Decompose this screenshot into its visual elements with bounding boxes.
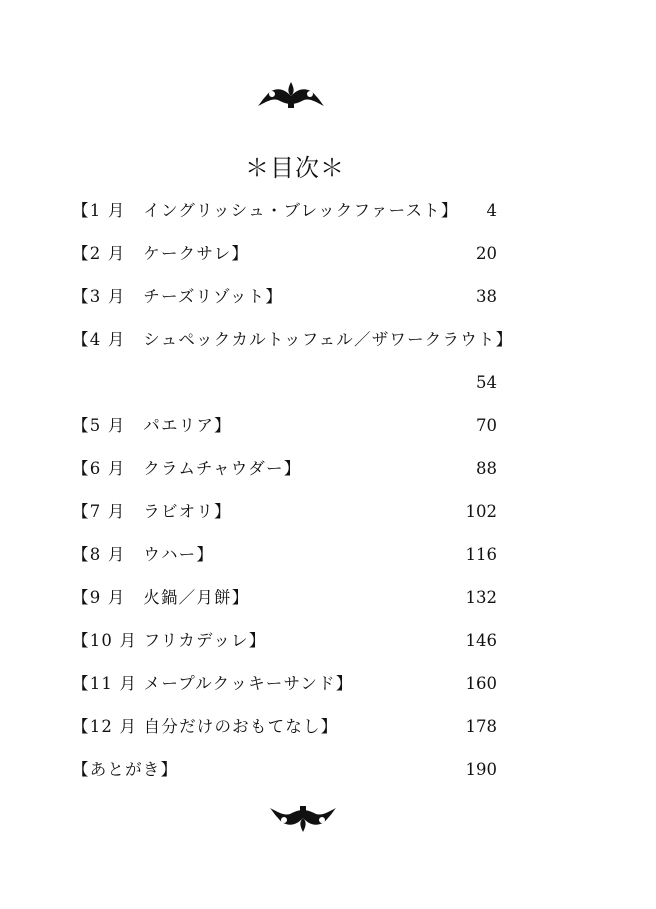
toc-entry-title: 【4 月 シュペックカルトッフェル／ザワークラウト】 bbox=[72, 330, 514, 349]
toc-entry bbox=[72, 242, 497, 266]
toc-entry-page: 102 bbox=[465, 502, 497, 521]
toc-entry-page: 88 bbox=[476, 459, 497, 478]
toc-entry-page: 20 bbox=[476, 244, 497, 263]
toc-entry-title: 【8 月 ウハー】 bbox=[72, 545, 215, 564]
toc-entry bbox=[72, 371, 497, 395]
toc-entry-page: 54 bbox=[476, 373, 497, 392]
toc-entry bbox=[72, 586, 497, 610]
toc-entry bbox=[72, 715, 497, 739]
toc-entry-page: 4 bbox=[486, 201, 497, 220]
toc-entry-page: 178 bbox=[465, 717, 497, 736]
ornament-bottom-icon bbox=[270, 804, 336, 834]
toc-entry-page: 132 bbox=[465, 588, 497, 607]
toc-entry-title: 【2 月 ケークサレ】 bbox=[72, 244, 250, 263]
toc-entry-title: 【あとがき】 bbox=[72, 760, 179, 779]
toc-entry-title: 【5 月 パエリア】 bbox=[72, 416, 232, 435]
toc-entry bbox=[72, 543, 497, 567]
toc-entry bbox=[72, 414, 497, 438]
toc-entry-title: 【9 月 火鍋／月餅】 bbox=[72, 588, 250, 607]
toc-entry-page: 116 bbox=[465, 545, 497, 564]
toc-entry-title: 【1 月 イングリッシュ・ブレックファースト】 bbox=[72, 201, 459, 220]
toc-entry-title: 【7 月 ラビオリ】 bbox=[72, 502, 232, 521]
toc-entry bbox=[72, 500, 497, 524]
toc-entry-page: 70 bbox=[476, 416, 497, 435]
page-title: ＊目次＊ bbox=[245, 154, 345, 182]
toc-entry-title: 【6 月 クラムチャウダー】 bbox=[72, 459, 302, 478]
toc-entry-title: 【12 月 自分だけのおもてなし】 bbox=[72, 717, 339, 736]
toc-entry-title: 【11 月 メープルクッキーサンド】 bbox=[72, 674, 354, 693]
toc-entry bbox=[72, 629, 497, 653]
toc-entry-title: 【3 月 チーズリゾット】 bbox=[72, 287, 284, 306]
toc-entry bbox=[72, 285, 497, 309]
toc-entry bbox=[72, 758, 497, 782]
toc-entry bbox=[72, 328, 514, 352]
toc-entry-title: 【10 月 フリカデッレ】 bbox=[72, 631, 267, 650]
toc-entry-page: 38 bbox=[476, 287, 497, 306]
toc-entry bbox=[72, 199, 497, 223]
toc-entry-page: 160 bbox=[465, 674, 497, 693]
toc-entry bbox=[72, 672, 497, 696]
ornament-top-icon bbox=[258, 80, 324, 110]
toc-entry-page: 190 bbox=[465, 760, 497, 779]
toc-entry-page: 146 bbox=[465, 631, 497, 650]
toc-entry bbox=[72, 457, 497, 481]
